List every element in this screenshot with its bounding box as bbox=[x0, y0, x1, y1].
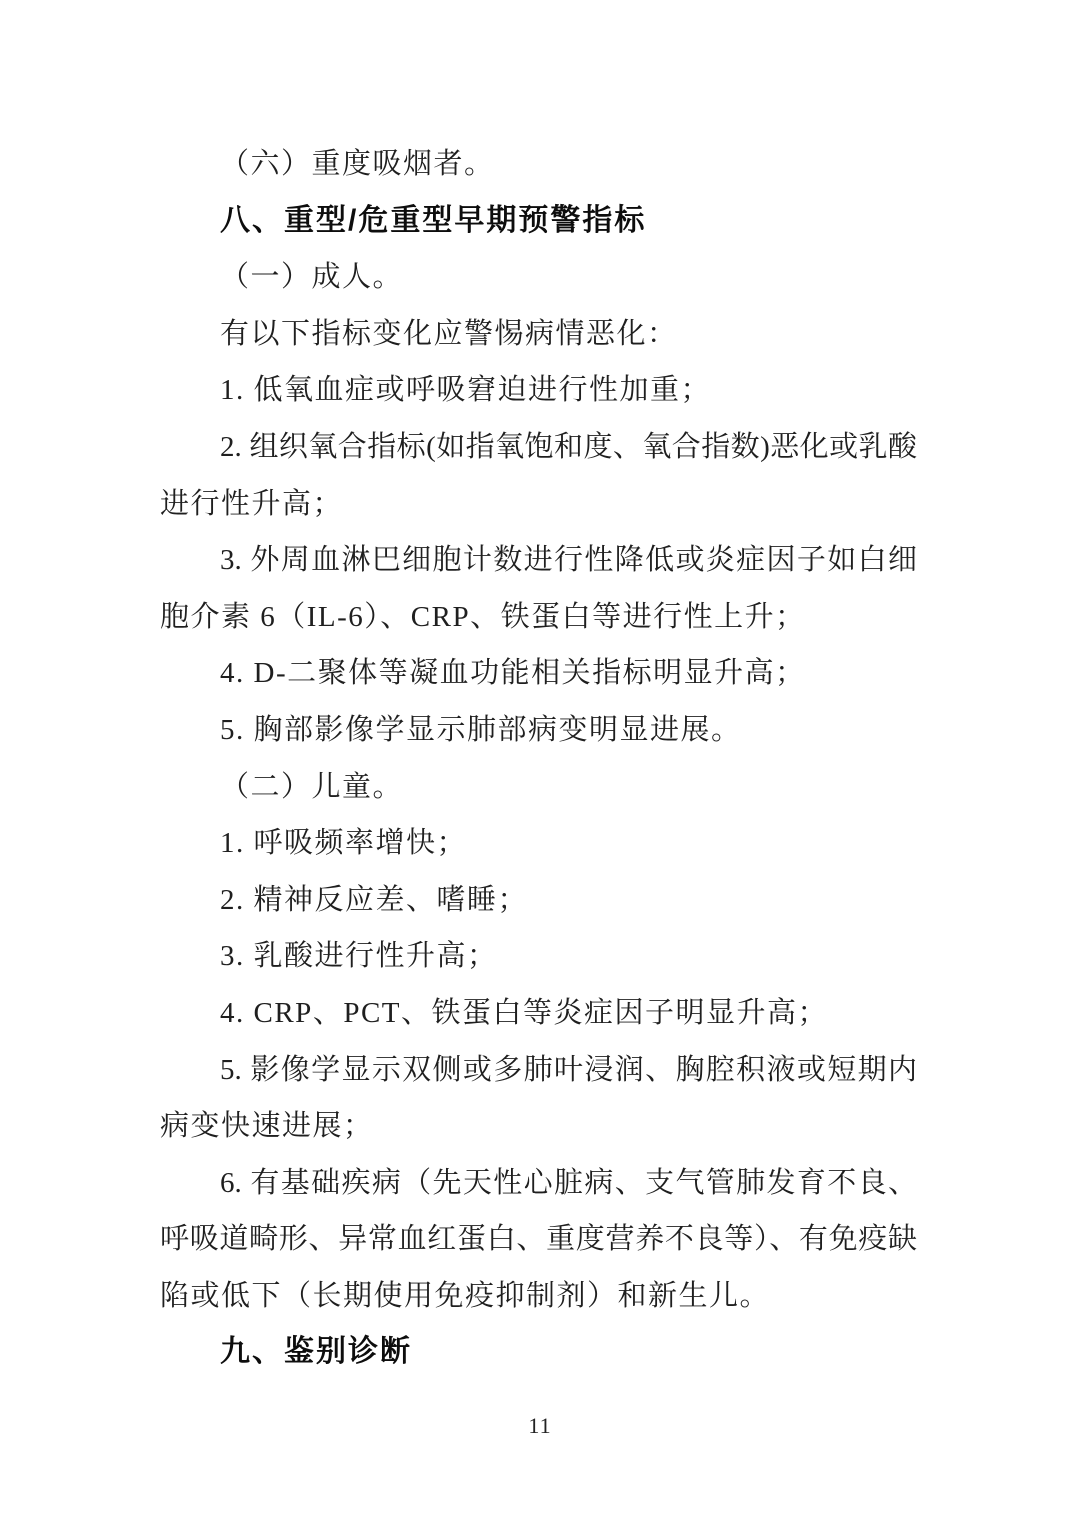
document-line: 1. 呼吸频率增快； bbox=[220, 827, 468, 860]
document-line: 5. 胸部影像学显示肺部病变明显进展。 bbox=[220, 713, 742, 746]
document-line: （一）成人。 bbox=[220, 261, 404, 294]
document-line: 5. 影像学显示双侧或多肺叶浸润、胸腔积液或短期内 bbox=[220, 1053, 917, 1086]
document-line: 3. 外周血淋巴细胞计数进行性降低或炎症因子如白细 bbox=[220, 544, 917, 577]
document-line: 2. 精神反应差、嗜睡； bbox=[220, 883, 529, 916]
document-line: 2. 组织氧合指标(如指氧饱和度、氧合指数)恶化或乳酸 bbox=[220, 430, 917, 463]
document-line: 呼吸道畸形、异常血红蛋白、重度营养不良等）、有免疫缺 bbox=[160, 1223, 917, 1256]
document-line: 4. D-二聚体等凝血功能相关指标明显升高； bbox=[220, 657, 806, 690]
document-line: 3. 乳酸进行性升高； bbox=[220, 940, 498, 973]
document-content bbox=[160, 136, 917, 1381]
document-line: 6. 有基础疾病（先天性心脏病、支气管肺发育不良、 bbox=[220, 1166, 917, 1199]
section-heading: 九、鉴别诊断 bbox=[220, 1335, 412, 1369]
page-number: 11 bbox=[528, 1413, 552, 1438]
document-line: （六）重度吸烟者。 bbox=[220, 148, 495, 180]
document-line: 进行性升高； bbox=[160, 487, 344, 520]
document-line: 4. CRP、PCT、铁蛋白等炎症因子明显升高； bbox=[220, 996, 829, 1029]
document-line: （二）儿童。 bbox=[220, 770, 404, 803]
document-line: 病变快速进展； bbox=[160, 1110, 374, 1143]
document-line: 胞介素 6（IL-6）、CRP、铁蛋白等进行性上升； bbox=[160, 600, 806, 633]
section-heading: 八、重型/危重型早期预警指标 bbox=[220, 203, 647, 237]
document-line: 1. 低氧血症或呼吸窘迫进行性加重； bbox=[220, 374, 712, 407]
document-line: 有以下指标变化应警惕病情恶化： bbox=[220, 317, 678, 350]
document-line: 陷或低下（长期使用免疫抑制剂）和新生儿。 bbox=[160, 1279, 771, 1312]
